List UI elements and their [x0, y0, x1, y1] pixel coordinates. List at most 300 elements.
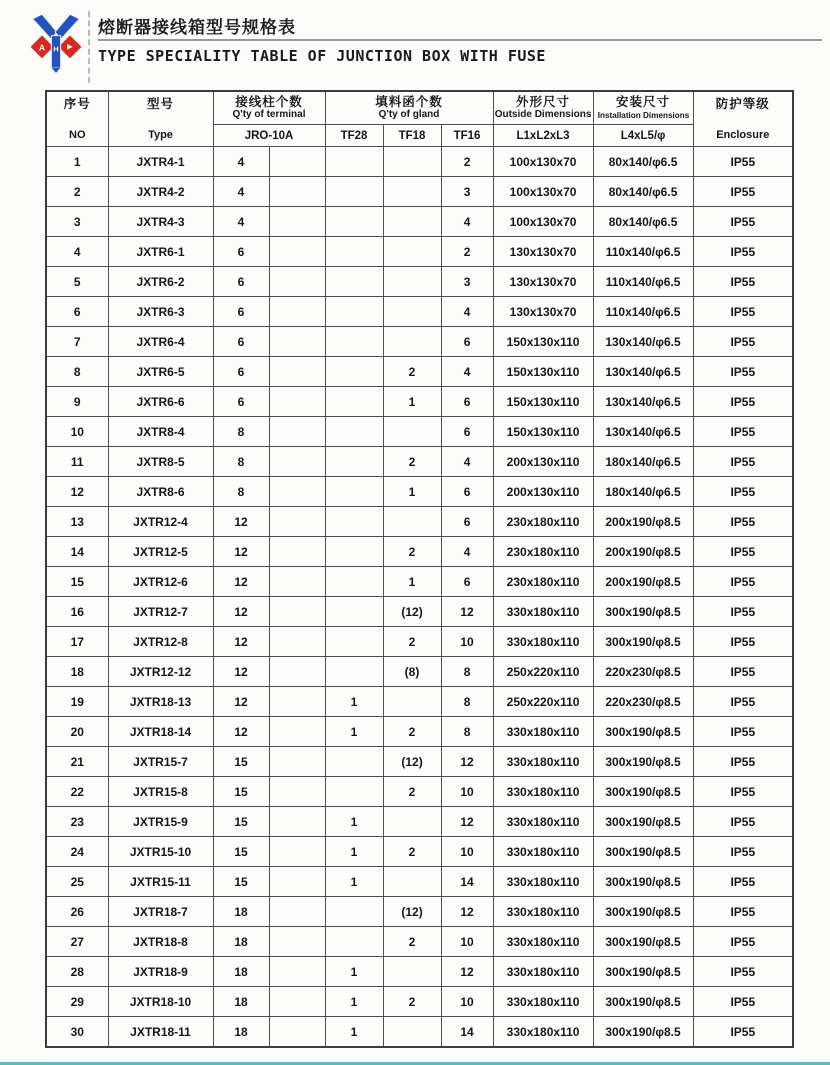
- cell-installation-dimensions: 300x190/φ8.5: [593, 867, 693, 897]
- cell-tf18: 1: [383, 387, 441, 417]
- cell-terminal-spare: [269, 837, 325, 867]
- cell-no: 23: [46, 807, 108, 837]
- cell-tf28: [325, 387, 383, 417]
- cell-terminal-qty: 15: [213, 867, 269, 897]
- cell-tf16: 12: [441, 747, 493, 777]
- cell-terminal-qty: 8: [213, 447, 269, 477]
- cell-tf28: [325, 747, 383, 777]
- cell-enclosure: IP55: [693, 747, 793, 777]
- cell-tf28: [325, 237, 383, 267]
- cell-tf18: [383, 687, 441, 717]
- cell-outside-dimensions: 100x130x70: [493, 177, 593, 207]
- cell-no: 13: [46, 507, 108, 537]
- cell-enclosure: IP55: [693, 597, 793, 627]
- cell-terminal-spare: [269, 717, 325, 747]
- cell-installation-dimensions: 130x140/φ6.5: [593, 417, 693, 447]
- cell-no: 25: [46, 867, 108, 897]
- cell-outside-dimensions: 330x180x110: [493, 957, 593, 987]
- table-row: [46, 207, 793, 237]
- cell-enclosure: IP55: [693, 927, 793, 957]
- cell-terminal-spare: [269, 987, 325, 1017]
- cell-enclosure: IP55: [693, 1017, 793, 1048]
- cell-terminal-spare: [269, 147, 325, 177]
- header-enclosure-zh: 防护等级: [715, 96, 770, 111]
- header-terminal-qty: [213, 91, 325, 125]
- table-row: [46, 837, 793, 867]
- cell-type: JXTR8-6: [108, 477, 213, 507]
- cell-tf28: [325, 627, 383, 657]
- cell-tf16: 12: [441, 957, 493, 987]
- cell-installation-dimensions: 200x190/φ8.5: [593, 507, 693, 537]
- cell-tf16: 6: [441, 327, 493, 357]
- cell-terminal-spare: [269, 747, 325, 777]
- cell-installation-dimensions: 300x190/φ8.5: [593, 717, 693, 747]
- cell-type: JXTR18-7: [108, 897, 213, 927]
- cell-tf18: 2: [383, 777, 441, 807]
- cell-terminal-qty: 15: [213, 837, 269, 867]
- cell-enclosure: IP55: [693, 417, 793, 447]
- cell-installation-dimensions: 300x190/φ8.5: [593, 597, 693, 627]
- header-install-zh: 安装尺寸: [616, 95, 671, 109]
- cell-tf18: [383, 1017, 441, 1048]
- cell-terminal-qty: 12: [213, 627, 269, 657]
- cell-terminal-spare: [269, 957, 325, 987]
- cell-enclosure: IP55: [693, 897, 793, 927]
- cell-enclosure: IP55: [693, 957, 793, 987]
- table-row: [46, 957, 793, 987]
- header-type-zh: 型号: [146, 96, 174, 111]
- cell-tf16: 8: [441, 657, 493, 687]
- cell-type: JXTR12-6: [108, 567, 213, 597]
- cell-no: 24: [46, 837, 108, 867]
- title-divider-rule: [98, 39, 822, 41]
- cell-type: JXTR6-5: [108, 357, 213, 387]
- cell-enclosure: IP55: [693, 717, 793, 747]
- table-row: [46, 177, 793, 207]
- table-row: [46, 327, 793, 357]
- cell-enclosure: IP55: [693, 987, 793, 1017]
- cell-outside-dimensions: 330x180x110: [493, 747, 593, 777]
- cell-outside-dimensions: 330x180x110: [493, 1017, 593, 1048]
- cell-outside-dimensions: 130x130x70: [493, 237, 593, 267]
- table-row: [46, 987, 793, 1017]
- cell-enclosure: IP55: [693, 537, 793, 567]
- cell-tf18: 2: [383, 987, 441, 1017]
- cell-no: 16: [46, 597, 108, 627]
- cell-enclosure: IP55: [693, 387, 793, 417]
- cell-terminal-spare: [269, 897, 325, 927]
- cell-type: JXTR18-14: [108, 717, 213, 747]
- cell-terminal-qty: 6: [213, 237, 269, 267]
- cell-tf28: [325, 297, 383, 327]
- table-row: [46, 597, 793, 627]
- cell-outside-dimensions: 200x130x110: [493, 477, 593, 507]
- cell-terminal-qty: 6: [213, 357, 269, 387]
- cell-type: JXTR12-5: [108, 537, 213, 567]
- company-logo-icon: [28, 12, 84, 78]
- cell-tf28: [325, 477, 383, 507]
- cell-tf28: [325, 147, 383, 177]
- cell-tf16: 6: [441, 507, 493, 537]
- cell-tf16: 4: [441, 537, 493, 567]
- cell-type: JXTR4-2: [108, 177, 213, 207]
- cell-terminal-qty: 4: [213, 207, 269, 237]
- cell-tf18: [383, 177, 441, 207]
- cell-terminal-qty: 12: [213, 507, 269, 537]
- cell-tf28: [325, 657, 383, 687]
- cell-terminal-spare: [269, 177, 325, 207]
- table-row: [46, 447, 793, 477]
- cell-installation-dimensions: 300x190/φ8.5: [593, 1017, 693, 1048]
- cell-terminal-spare: [269, 447, 325, 477]
- cell-outside-dimensions: 130x130x70: [493, 297, 593, 327]
- header-gland-en: Q'ty of gland: [378, 109, 440, 120]
- cell-outside-dimensions: 330x180x110: [493, 597, 593, 627]
- cell-outside-dimensions: 330x180x110: [493, 837, 593, 867]
- header-dashed-divider: [88, 11, 90, 83]
- cell-terminal-spare: [269, 597, 325, 627]
- table-row: [46, 807, 793, 837]
- cell-outside-dimensions: 230x180x110: [493, 537, 593, 567]
- header-no-zh: 序号: [63, 96, 91, 111]
- table-row: [46, 417, 793, 447]
- cell-type: JXTR12-12: [108, 657, 213, 687]
- cell-terminal-spare: [269, 777, 325, 807]
- cell-terminal-spare: [269, 297, 325, 327]
- cell-terminal-spare: [269, 537, 325, 567]
- cell-tf28: [325, 537, 383, 567]
- cell-installation-dimensions: 220x230/φ8.5: [593, 687, 693, 717]
- cell-tf28: [325, 597, 383, 627]
- table-row: [46, 267, 793, 297]
- header-enclosure: [693, 91, 793, 147]
- cell-installation-dimensions: 130x140/φ6.5: [593, 327, 693, 357]
- cell-outside-dimensions: 330x180x110: [493, 927, 593, 957]
- cell-tf18: 2: [383, 537, 441, 567]
- cell-tf28: [325, 927, 383, 957]
- table-row: [46, 687, 793, 717]
- cell-outside-dimensions: 330x180x110: [493, 867, 593, 897]
- header-installation-dimensions: [593, 91, 693, 125]
- cell-terminal-spare: [269, 927, 325, 957]
- cell-no: 30: [46, 1017, 108, 1048]
- cell-tf16: 12: [441, 897, 493, 927]
- cell-tf16: 14: [441, 1017, 493, 1048]
- cell-tf18: [383, 237, 441, 267]
- cell-type: JXTR6-6: [108, 387, 213, 417]
- cell-tf28: 1: [325, 987, 383, 1017]
- header-gland-qty: [325, 91, 493, 125]
- cell-installation-dimensions: 300x190/φ8.5: [593, 627, 693, 657]
- cell-no: 5: [46, 267, 108, 297]
- cell-tf18: 2: [383, 717, 441, 747]
- cell-installation-dimensions: 300x190/φ8.5: [593, 837, 693, 867]
- cell-tf18: 1: [383, 477, 441, 507]
- cell-tf18: 2: [383, 627, 441, 657]
- cell-installation-dimensions: 200x190/φ8.5: [593, 567, 693, 597]
- cell-tf16: 10: [441, 927, 493, 957]
- cell-enclosure: IP55: [693, 297, 793, 327]
- cell-outside-dimensions: 330x180x110: [493, 987, 593, 1017]
- cell-terminal-spare: [269, 507, 325, 537]
- cell-tf28: 1: [325, 1017, 383, 1048]
- cell-tf28: [325, 567, 383, 597]
- cell-tf28: [325, 777, 383, 807]
- cell-terminal-spare: [269, 477, 325, 507]
- cell-tf28: [325, 327, 383, 357]
- cell-tf16: 10: [441, 837, 493, 867]
- cell-no: 28: [46, 957, 108, 987]
- cell-enclosure: IP55: [693, 687, 793, 717]
- cell-tf16: 6: [441, 567, 493, 597]
- cell-outside-dimensions: 250x220x110: [493, 687, 593, 717]
- table-row: [46, 717, 793, 747]
- cell-terminal-spare: [269, 657, 325, 687]
- cell-no: 12: [46, 477, 108, 507]
- cell-type: JXTR15-10: [108, 837, 213, 867]
- cell-tf28: 1: [325, 717, 383, 747]
- cell-tf18: (8): [383, 657, 441, 687]
- cell-tf16: 6: [441, 417, 493, 447]
- cell-type: JXTR15-11: [108, 867, 213, 897]
- cell-terminal-spare: [269, 267, 325, 297]
- cell-type: JXTR18-9: [108, 957, 213, 987]
- cell-installation-dimensions: 130x140/φ6.5: [593, 357, 693, 387]
- subheader-tf28: TF28: [325, 125, 383, 147]
- cell-terminal-spare: [269, 207, 325, 237]
- page-title-english: TYPE SPECIALITY TABLE OF JUNCTION BOX WITH FUSE: [98, 47, 546, 65]
- cell-enclosure: IP55: [693, 777, 793, 807]
- table-row: [46, 627, 793, 657]
- document-header: [0, 0, 830, 90]
- cell-outside-dimensions: 330x180x110: [493, 777, 593, 807]
- cell-type: JXTR15-9: [108, 807, 213, 837]
- cell-terminal-qty: 18: [213, 987, 269, 1017]
- cell-enclosure: IP55: [693, 837, 793, 867]
- cell-tf18: 2: [383, 357, 441, 387]
- cell-type: JXTR18-10: [108, 987, 213, 1017]
- cell-terminal-qty: 6: [213, 387, 269, 417]
- cell-tf16: 4: [441, 297, 493, 327]
- cell-tf18: [383, 327, 441, 357]
- cell-no: 19: [46, 687, 108, 717]
- table-row: [46, 1017, 793, 1048]
- cell-terminal-qty: 18: [213, 927, 269, 957]
- cell-tf16: 2: [441, 147, 493, 177]
- cell-tf16: 4: [441, 207, 493, 237]
- cell-installation-dimensions: 300x190/φ8.5: [593, 807, 693, 837]
- table-row: [46, 297, 793, 327]
- cell-no: 15: [46, 567, 108, 597]
- header-outside-dimensions: [493, 91, 593, 125]
- subheader-jro-10a: JRO-10A: [213, 125, 325, 147]
- cell-tf18: [383, 147, 441, 177]
- cell-installation-dimensions: 300x190/φ8.5: [593, 777, 693, 807]
- cell-outside-dimensions: 330x180x110: [493, 717, 593, 747]
- cell-no: 10: [46, 417, 108, 447]
- cell-tf16: 3: [441, 177, 493, 207]
- cell-tf16: 10: [441, 987, 493, 1017]
- cell-installation-dimensions: 80x140/φ6.5: [593, 147, 693, 177]
- cell-tf18: [383, 957, 441, 987]
- cell-type: JXTR18-11: [108, 1017, 213, 1048]
- table-row: [46, 567, 793, 597]
- cell-tf18: (12): [383, 897, 441, 927]
- cell-outside-dimensions: 150x130x110: [493, 387, 593, 417]
- cell-tf28: [325, 507, 383, 537]
- table-row: [46, 507, 793, 537]
- cell-enclosure: IP55: [693, 567, 793, 597]
- cell-tf16: 4: [441, 357, 493, 387]
- cell-enclosure: IP55: [693, 807, 793, 837]
- cell-installation-dimensions: 220x230/φ8.5: [593, 657, 693, 687]
- cell-tf16: 8: [441, 717, 493, 747]
- cell-no: 1: [46, 147, 108, 177]
- cell-terminal-qty: 12: [213, 687, 269, 717]
- svg-text:H: H: [53, 44, 59, 54]
- header-gland-zh: 填料函个数: [375, 95, 443, 109]
- cell-enclosure: IP55: [693, 237, 793, 267]
- header-install-en: Installation Dimensions: [597, 110, 689, 120]
- cell-tf28: [325, 267, 383, 297]
- cell-tf28: 1: [325, 687, 383, 717]
- cell-tf16: 10: [441, 777, 493, 807]
- cell-tf18: 2: [383, 837, 441, 867]
- cell-tf18: 1: [383, 567, 441, 597]
- cell-installation-dimensions: 180x140/φ6.5: [593, 447, 693, 477]
- table-row: [46, 777, 793, 807]
- cell-tf18: [383, 507, 441, 537]
- cell-tf16: 3: [441, 267, 493, 297]
- cell-type: JXTR8-4: [108, 417, 213, 447]
- cell-type: JXTR12-8: [108, 627, 213, 657]
- cell-tf18: 2: [383, 927, 441, 957]
- cell-tf28: 1: [325, 837, 383, 867]
- subheader-tf18: TF18: [383, 125, 441, 147]
- cell-no: 20: [46, 717, 108, 747]
- cell-type: JXTR6-4: [108, 327, 213, 357]
- cell-outside-dimensions: 330x180x110: [493, 897, 593, 927]
- cell-tf16: 8: [441, 687, 493, 717]
- table-row: [46, 867, 793, 897]
- cell-no: 8: [46, 357, 108, 387]
- cell-installation-dimensions: 80x140/φ6.5: [593, 207, 693, 237]
- cell-terminal-qty: 18: [213, 897, 269, 927]
- cell-type: JXTR4-1: [108, 147, 213, 177]
- cell-installation-dimensions: 110x140/φ6.5: [593, 267, 693, 297]
- cell-type: JXTR4-3: [108, 207, 213, 237]
- cell-tf18: [383, 807, 441, 837]
- cell-terminal-spare: [269, 357, 325, 387]
- cell-enclosure: IP55: [693, 207, 793, 237]
- cell-terminal-spare: [269, 327, 325, 357]
- cell-terminal-qty: 15: [213, 747, 269, 777]
- header-type-en: Type: [148, 128, 173, 141]
- cell-terminal-qty: 6: [213, 327, 269, 357]
- cell-tf28: 1: [325, 867, 383, 897]
- table-row: [46, 147, 793, 177]
- cell-terminal-qty: 12: [213, 567, 269, 597]
- cell-terminal-spare: [269, 687, 325, 717]
- header-terminal-en: Q'ty of terminal: [232, 109, 306, 120]
- cell-terminal-qty: 12: [213, 537, 269, 567]
- cell-installation-dimensions: 300x190/φ8.5: [593, 957, 693, 987]
- cell-installation-dimensions: 300x190/φ8.5: [593, 897, 693, 927]
- cell-no: 9: [46, 387, 108, 417]
- cell-tf16: 12: [441, 597, 493, 627]
- header-terminal-zh: 接线柱个数: [235, 95, 303, 109]
- cell-enclosure: IP55: [693, 267, 793, 297]
- cell-tf16: 6: [441, 477, 493, 507]
- table-row: [46, 927, 793, 957]
- header-outside-zh: 外形尺寸: [516, 95, 571, 109]
- cell-installation-dimensions: 110x140/φ6.5: [593, 237, 693, 267]
- cell-no: 7: [46, 327, 108, 357]
- page-title-chinese: 熔断器接线箱型号规格表: [98, 18, 296, 37]
- cell-terminal-spare: [269, 867, 325, 897]
- cell-type: JXTR6-3: [108, 297, 213, 327]
- cell-type: JXTR6-2: [108, 267, 213, 297]
- cell-tf28: [325, 357, 383, 387]
- cell-no: 3: [46, 207, 108, 237]
- table-header: [46, 91, 793, 147]
- cell-outside-dimensions: 330x180x110: [493, 627, 593, 657]
- cell-tf18: [383, 867, 441, 897]
- cell-terminal-spare: [269, 627, 325, 657]
- cell-terminal-qty: 4: [213, 147, 269, 177]
- cell-terminal-qty: 8: [213, 477, 269, 507]
- cell-tf18: [383, 267, 441, 297]
- cell-tf18: 2: [383, 447, 441, 477]
- table-row: [46, 357, 793, 387]
- cell-enclosure: IP55: [693, 357, 793, 387]
- cell-installation-dimensions: 80x140/φ6.5: [593, 177, 693, 207]
- cell-tf16: 4: [441, 447, 493, 477]
- cell-terminal-qty: 12: [213, 717, 269, 747]
- header-no: [46, 91, 108, 147]
- cell-tf18: (12): [383, 747, 441, 777]
- cell-terminal-spare: [269, 387, 325, 417]
- cell-terminal-qty: 15: [213, 807, 269, 837]
- cell-outside-dimensions: 330x180x110: [493, 807, 593, 837]
- cell-no: 18: [46, 657, 108, 687]
- cell-terminal-spare: [269, 567, 325, 597]
- cell-installation-dimensions: 130x140/φ6.5: [593, 387, 693, 417]
- cell-tf28: [325, 207, 383, 237]
- cell-no: 2: [46, 177, 108, 207]
- cell-terminal-qty: 18: [213, 1017, 269, 1048]
- table-row: [46, 537, 793, 567]
- cell-no: 26: [46, 897, 108, 927]
- cell-terminal-spare: [269, 1017, 325, 1048]
- cell-no: 21: [46, 747, 108, 777]
- subheader-tf16: TF16: [441, 125, 493, 147]
- cell-tf16: 10: [441, 627, 493, 657]
- cell-terminal-qty: 6: [213, 267, 269, 297]
- table-row: [46, 657, 793, 687]
- subheader-l4l5: L4xL5/φ: [593, 125, 693, 147]
- cell-installation-dimensions: 300x190/φ8.5: [593, 747, 693, 777]
- cell-tf18: [383, 207, 441, 237]
- cell-outside-dimensions: 250x220x110: [493, 657, 593, 687]
- cell-terminal-qty: 6: [213, 297, 269, 327]
- cell-tf16: 2: [441, 237, 493, 267]
- table-row: [46, 897, 793, 927]
- cell-terminal-qty: 12: [213, 657, 269, 687]
- cell-type: JXTR18-13: [108, 687, 213, 717]
- table-row: [46, 237, 793, 267]
- cell-tf18: (12): [383, 597, 441, 627]
